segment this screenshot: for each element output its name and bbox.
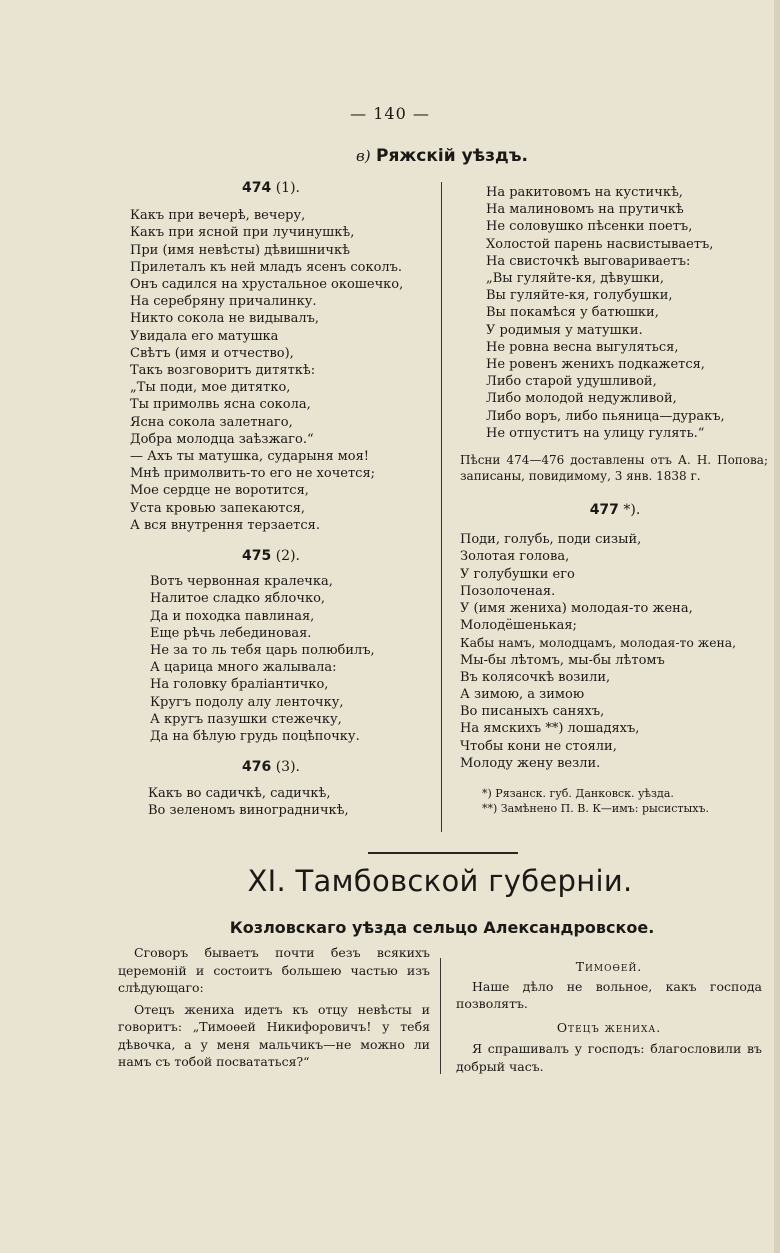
verse-line: Какъ при ясной при лучинушкѣ, [130, 225, 355, 241]
verse-line: А царица много жалывала: [150, 660, 337, 676]
verse-line: Мы-бы лѣтомъ, мы-бы лѣтомъ [460, 652, 665, 668]
verse-line: Либо воръ, либо пьяница—дуракъ, [486, 408, 725, 424]
song-474-lines [130, 207, 430, 534]
song-477-lines [460, 531, 770, 772]
verse-line: Онъ садился на хрустальное окошечко, [130, 277, 404, 293]
verse-line: Не ровенъ женихъ подкажется, [486, 357, 705, 373]
verse-line: Золотая голова, [460, 549, 570, 565]
verse-line: Вы гуляйте-кя, голубушки, [486, 288, 673, 304]
right-column [460, 184, 770, 816]
footnote: *) Рязанск. губ. Данковск. уѣзда. [482, 787, 674, 801]
verse-line: Мое сердце не воротится, [130, 483, 309, 499]
verse-line: Мнѣ примолвить-то его не хочется; [130, 466, 376, 482]
verse-line: Да и походка павлиная, [150, 608, 315, 624]
verse-line: У (имя жениха) молодая-то жена, [460, 601, 693, 617]
verse-line: Во зеленомъ виноградничкѣ, [148, 802, 349, 818]
verse-line: При (имя невѣсты) дѣвишничкѣ [130, 242, 350, 258]
verse-line: У родимыя у матушки. [486, 322, 643, 338]
source-note: Пѣсни 474—476 доставлены отъ А. Н. Попова; записаны, повидимому, 3 янв. 1838 г. [460, 453, 768, 484]
verse-line: На серебряну причалинку. [130, 294, 317, 310]
song-477-heading [460, 502, 770, 519]
verse-line: Либо молодой недужливой, [486, 391, 677, 407]
verse-line: Позолоченая. [460, 583, 556, 599]
speaker-name: Тимоѳей. [575, 959, 643, 974]
song-476-continuation [460, 184, 770, 442]
footnotes [460, 786, 770, 816]
footnote: **) Замѣнено П. В. К—имъ: рысистыхъ. [482, 802, 709, 816]
section-label: в) [356, 147, 371, 165]
left-column [130, 180, 430, 819]
verse-line: Не отпуститъ на улицу гулять.“ [486, 425, 705, 441]
song-477-sub: *). [623, 502, 641, 519]
verse-line: Никто сокола не видывалъ, [130, 311, 320, 327]
song-474-heading [130, 180, 412, 197]
verse-line: Вотъ червонная кралечка, [150, 574, 333, 590]
page-number: — 140 — [350, 104, 430, 123]
verse-line: Налитое сладко яблочко, [150, 591, 326, 607]
song-475-sub: (2). [275, 548, 300, 565]
verse-line: Не соловушко пѣсенки поетъ, [486, 219, 693, 235]
dialogue-line: Я спрашивалъ у господъ: благословили въ добрый часъ. [456, 1041, 762, 1074]
verse-line: На ямскихъ **) лошадяхъ, [460, 721, 640, 737]
subchapter-title: Козловскаго уѣзда сельцо Александровское. [229, 918, 655, 937]
prose-paragraph: Отецъ жениха идетъ къ отцу невѣсты и говоритъ: „Тимоѳей Никифоровичъ! у тебя дѣвочка, а у меня мальчикъ—не можно ли намъ съ тобой посвататься?“ [118, 1001, 430, 1069]
verse-line: Не за то ль тебя царь полюбилъ, [150, 643, 375, 659]
verse-line: „Вы гуляйте-кя, дѣвушки, [486, 271, 665, 287]
verse-line: Ясна сокола залетнаго, [130, 414, 293, 430]
song-474-sub: (1). [275, 180, 300, 196]
verse-line: На малиновомъ на прутичкѣ [486, 202, 684, 218]
song-476-sub: (3). [275, 759, 300, 776]
song-474-number: 474 [242, 180, 272, 196]
verse-line: Такъ возговоритъ дитяткѣ: [130, 363, 316, 379]
song-475-heading [130, 548, 412, 565]
verse-line: Во писаныхъ саняхъ, [460, 704, 605, 720]
verse-line: А зимою, а зимою [460, 687, 585, 703]
verse-line: Молоду жену везли. [460, 755, 601, 771]
verse-line: Свѣтъ (имя и отчество), [130, 345, 294, 361]
verse-line: Чтобы кони не стояли, [460, 738, 617, 754]
prose-paragraph: Сговоръ бываетъ почти безъ всякихъ церемоній и состоитъ большею частью изъ слѣдующаго: [118, 945, 430, 995]
chapter-title: XI. Тамбовской губерніи. [247, 864, 633, 898]
verse-line: Еще рѣчь лебединовая. [150, 625, 312, 641]
song-477-number: 477 [589, 502, 619, 519]
verse-line: Кругъ подолу алу ленточку, [150, 694, 344, 710]
verse-line: Добра молодца заѣзжаго.“ [130, 431, 314, 447]
verse-line: Какъ при вечерѣ, вечеру, [130, 208, 306, 224]
verse-line: Прилеталъ къ ней младъ ясенъ соколъ. [130, 259, 403, 275]
verse-line: Въ колясочкѣ возили, [460, 669, 611, 685]
song-475-number: 475 [242, 548, 272, 565]
verse-line: На свисточкѣ выговариваетъ: [486, 253, 691, 269]
verse-line: Молодёшенькая; [460, 618, 577, 634]
prose-left [118, 944, 430, 1071]
chapter-rule [368, 852, 518, 854]
verse-line: — Ахъ ты матушка, сударыня моя! [130, 449, 370, 465]
verse-line: Какъ во садичкѣ, садичкѣ, [148, 785, 331, 801]
column-divider [441, 182, 442, 832]
verse-line: Вы покамѣся у батюшки, [486, 305, 659, 321]
verse-line: А кругъ пазушки стежечку, [150, 711, 342, 727]
verse-line: На ракитовомъ на кустичкѣ, [486, 185, 683, 200]
verse-line: У голубушки его [460, 566, 575, 582]
verse-line: Холостой парень насвистываетъ, [486, 236, 714, 252]
verse-line: Да на бѣлую грудь поцѣпочку. [150, 729, 360, 745]
verse-line: Уста кровью запекаются, [130, 500, 306, 516]
verse-line: На головку браліантичко, [150, 677, 329, 693]
dialogue-line: Наше дѣло не вольное, какъ господа позволятъ. [456, 978, 762, 1011]
song-475-lines [130, 573, 430, 745]
verse-line: Увидала его матушка [130, 328, 279, 344]
verse-line: Либо старой удушливой, [486, 374, 657, 390]
page-edge [774, 0, 780, 1253]
song-476-lines [130, 785, 430, 819]
speaker-name: Отецъ жениха. [556, 1019, 662, 1035]
verse-line: Ты примолвь ясна сокола, [130, 397, 311, 413]
prose-right [456, 958, 762, 1075]
prose-divider [440, 958, 441, 1074]
song-476-number: 476 [242, 759, 272, 776]
song-476-heading [130, 759, 412, 776]
section-title: Ряжскій уѣздъ. [376, 146, 528, 166]
section-heading [52, 146, 780, 166]
verse-line: „Ты поди, мое дитятко, [130, 380, 291, 396]
verse-line: Кабы намъ, молодцамъ, молодая-то жена, [460, 635, 737, 651]
verse-line: А вся внутрення терзается. [130, 517, 320, 533]
verse-line: Не ровна весна выгуляться, [486, 339, 679, 355]
verse-line: Поди, голубь, поди сизый, [460, 532, 642, 548]
